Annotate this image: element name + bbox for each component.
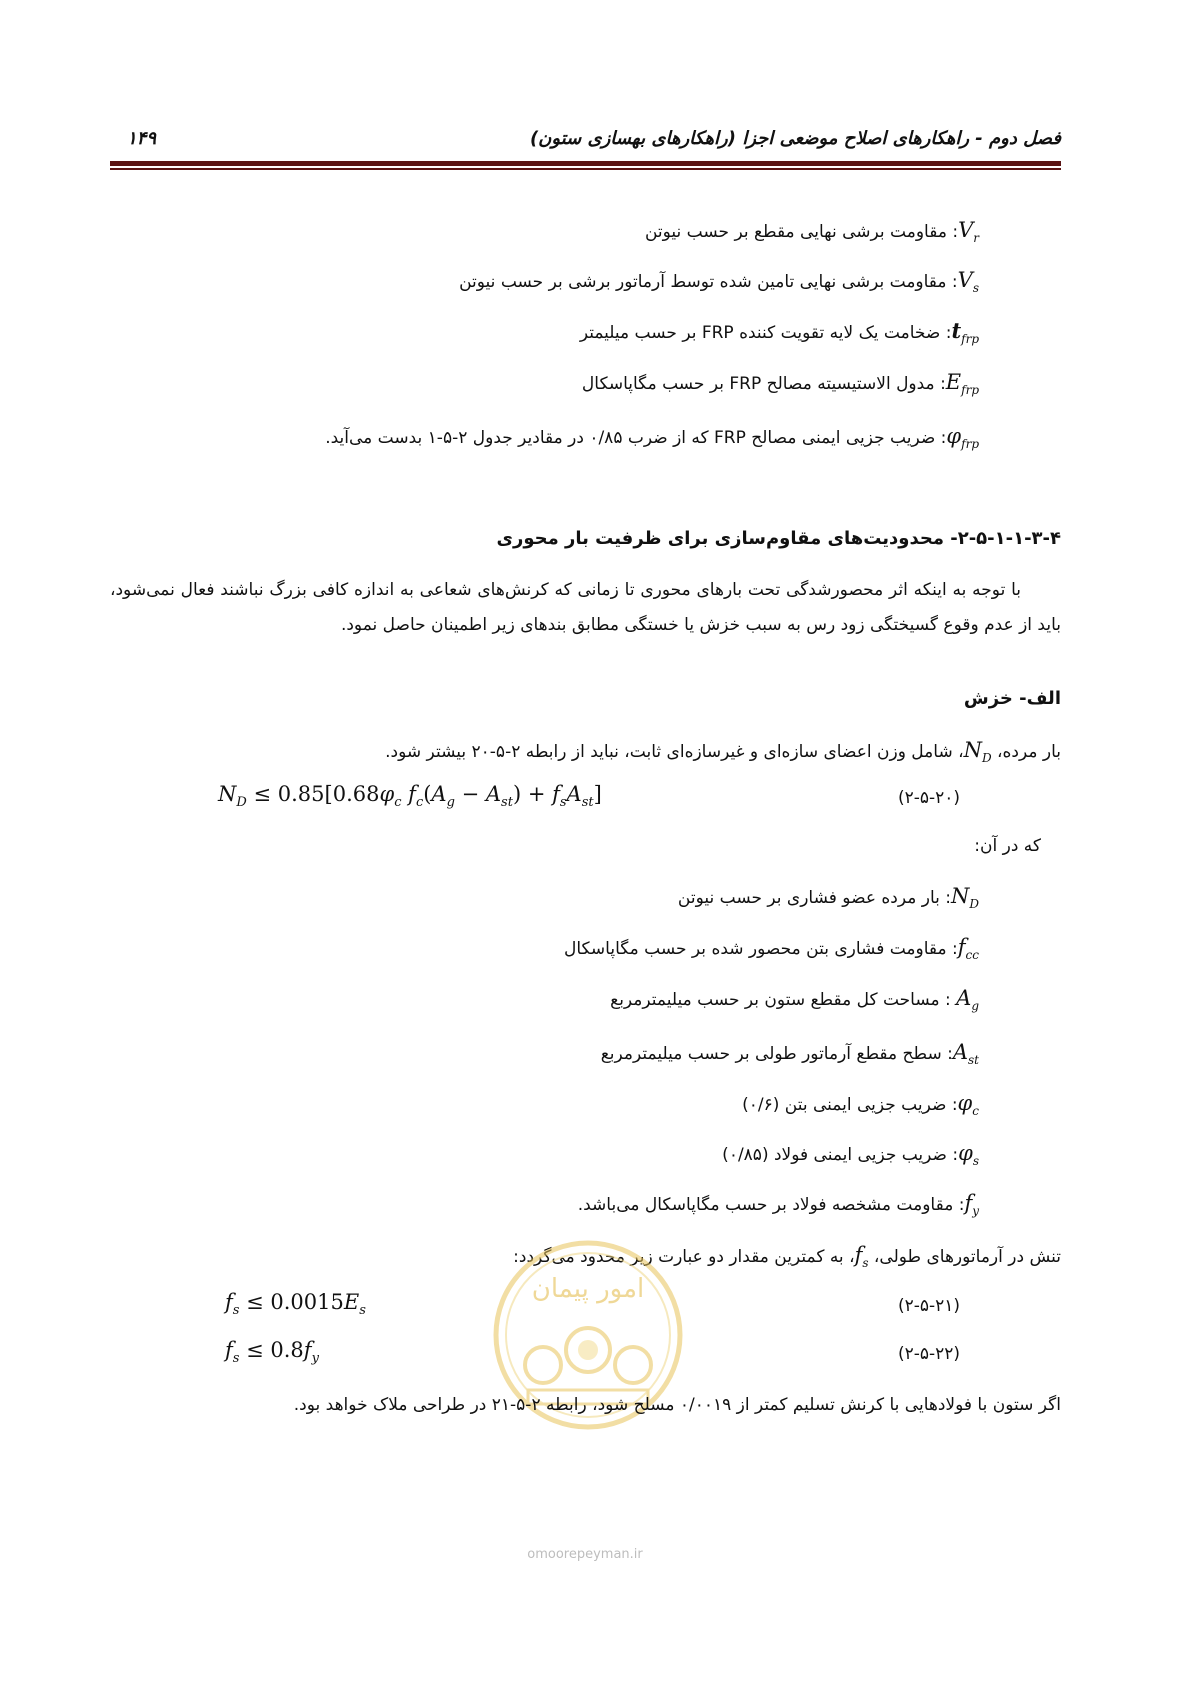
definition-phi-frp: $\varphi_{frp}$: ضریب جزیی ایمنی مصالح FRP که از ضرب ۰/۸۵ در مقادیر جدول ۲-۵-۱ بدست می‌آید. [325,424,979,451]
definition-ag: $A_g$ : مساحت کل مقطع ستون بر حسب میلیمترمربع [610,986,979,1013]
definition-phi-c: $\varphi_c$: ضریب جزیی ایمنی بتن (۰/۶) [742,1091,979,1118]
chapter-title: فصل دوم - راهکارهای اصلاح موضعی اجزا (راهکارهای بهسازی ستون) [529,128,1061,149]
definition-phi-s: $\varphi_s$: ضریب جزیی ایمنی فولاد (۰/۸۵) [722,1141,979,1168]
dead-load-sentence: بار مرده، $N_D،$ شامل وزن اعضای سازه‌ای و غیرسازه‌ای ثابت، نباید از رابطه ۲-۵-۲۰ بیشتر شود. [385,738,1061,765]
sub-heading-creep: الف- خزش [963,688,1061,709]
where-text: که در آن: [974,836,1041,856]
stress-limit-sentence: تنش در آرماتورهای طولی، $f_s،$ به کمترین مقدار دو عبارت زیر محدود می‌گردد: [513,1243,1061,1270]
definition-vs: $V_s$: مقاومت برشی نهایی تامین شده توسط آرماتور برشی بر حسب نیوتن [459,268,979,295]
page-number: ۱۴۹ [127,128,157,149]
definition-vr: $V_r$: مقاومت برشی نهایی مقطع بر حسب نیوتن [644,218,979,245]
definition-tfrp: $t_{frp}$: ضخامت یک لایه تقویت کننده FRP بر حسب میلیمتر [579,318,979,346]
equation-21: $f_s \le 0.0015E_s$ [225,1290,366,1318]
intro-paragraph: با توجه به اینکه اثر محصورشدگی تحت بارهای محوری تا زمانی که کرنش‌های شعاعی به اندازه کافی بزرگ نباشند فعال نمی‌شود، باید از عدم وقوع گسیختگی زود رس به سبب خزش یا خستگی مطابق بندهای زیر اطمینان حاصل نمود. [110,580,1061,635]
equation-21-number: (۲-۵-۲۱) [898,1296,961,1316]
definition-ast: $A_{st}$: سطح مقطع آرماتور طولی بر حسب میلیمترمربع [600,1040,979,1067]
equation-22: $f_s \le 0.8f_y$ [225,1338,319,1366]
definition-fy: $f_y$: مقاومت مشخصه فولاد بر حسب مگاپاسکال می‌باشد. [577,1191,979,1218]
definition-nd: $N_D$: بار مرده عضو فشاری بر حسب نیوتن [677,884,979,911]
equation-20-number: (۲-۵-۲۰) [898,788,961,808]
definition-fcc: $f_{cc}$: مقاومت فشاری بتن محصور شده بر حسب مگاپاسکال [564,935,979,962]
equation-20: $N_D \le 0.85[0.68\varphi_c$ $f_c(A_g - A_{st}) + f_sA_{st}$] [218,782,602,810]
header-rule-thick [110,161,1061,166]
section-heading: ۲-۵-۱-۱-۳-۴- محدودیت‌های مقاوم‌سازی برای ظرفیت بار محوری [496,528,1061,549]
final-paragraph: اگر ستون با فولادهایی با کرنش تسلیم کمتر از ۰/۰۰۱۹ مسلح شود، رابطه ۲-۵-۲۱ در طراحی ملاک خواهد بود. [293,1395,1061,1415]
watermark-logo-text: امور پیمان [531,1274,645,1304]
header-rule-thin [110,168,1061,170]
equation-22-number: (۲-۵-۲۲) [898,1344,961,1364]
watermark-site-text: omoorepeyman.ir [527,1547,643,1562]
definition-efrp: $E_{frp}$: مدول الاستیسیته مصالح FRP بر حسب مگاپاسکال [581,370,979,397]
